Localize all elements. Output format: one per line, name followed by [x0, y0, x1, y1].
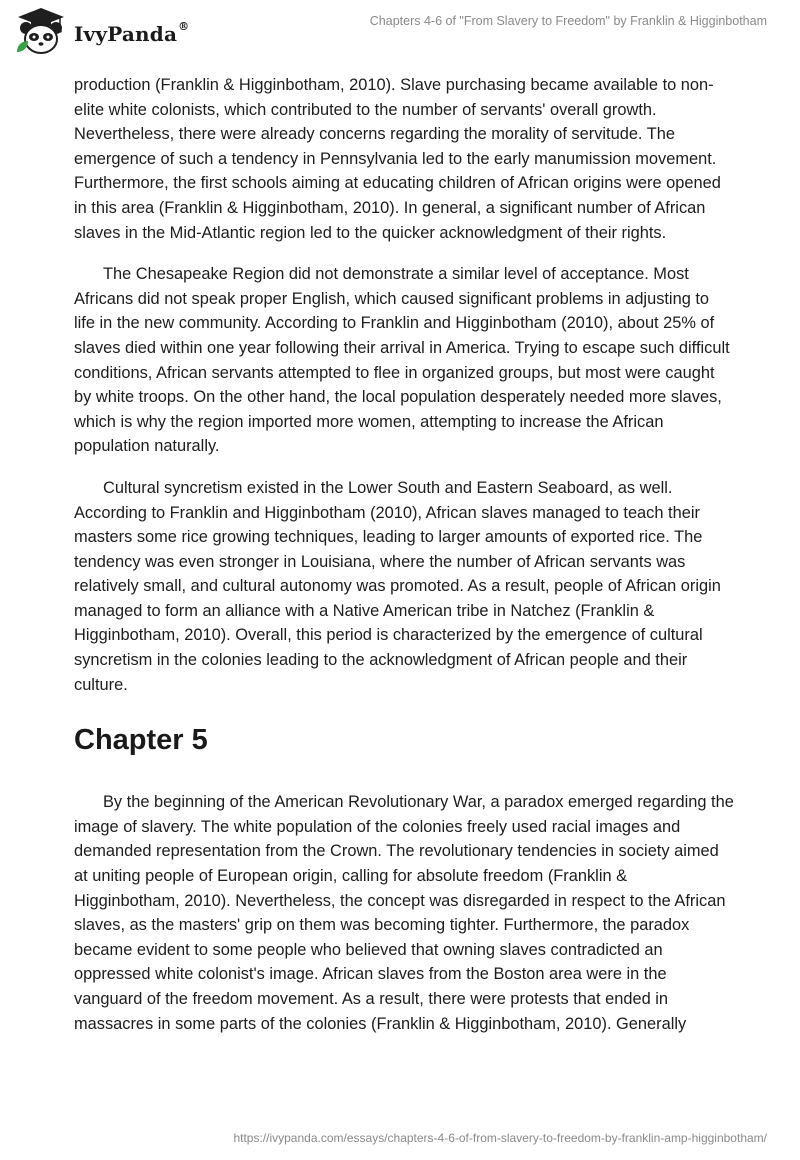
- footer-source-link[interactable]: https://ivypanda.com/essays/chapters-4-6-of-from-slavery-to-freedom-by-franklin-amp-higginbotham/: [233, 1131, 767, 1145]
- paragraph-revolution: By the beginning of the American Revolutionary War, a paradox emerged regarding the image of slavery. The white population of the colonies freely used racial images and demanded representation from the Crown. The revolutionary tendencies in society aimed at uniting people of European origin, calling for absolute freedom (Franklin & Higginbotham, 2010). Nevertheless, the concept was disregarded in respect to the African slaves, as the masters' grip on them was becoming tighter. Furthermore, the paradox became evident to some people who believed that owning slaves contradicted an oppressed white colonist's image. African slaves from the Boston area were in the vanguard of the freedom movement. As a result, there were protests that ended in massacres in some parts of the colonies (Franklin & Higginbotham, 2010). Generally: [74, 793, 734, 1033]
- article-body: [74, 73, 734, 1036]
- paragraph-chesapeake: The Chesapeake Region did not demonstrate a similar level of acceptance. Most Africans did not speak proper English, which caused significant problems in adjusting to life in the new community. According to Franklin and Higginbotham (2010), about 25% of slaves died within one year following their arrival in America. Trying to escape such difficult conditions, African servants attempted to flee in organized groups, but most were caught by white troops. On the other hand, the local population desperately needed more slaves, which is why the region imported more women, attempting to increase the African population naturally.: [74, 265, 730, 456]
- chapter-heading: Chapter 5: [74, 724, 208, 757]
- paragraph-continued: production (Franklin & Higginbotham, 2010). Slave purchasing became available to non-elite white colonists, which contributed to the number of servants' overall growth. Nevertheless, there were already concerns regarding the morality of servitude. The emergence of such a tendency in Pennsylvania led to the early manumission movement. Furthermore, the first schools aiming at educating children of African origins were opened in this area (Franklin & Higginbotham, 2010). In general, a significant number of African slaves in the Mid-Atlantic region led to the quicker acknowledgment of their rights.: [74, 76, 721, 242]
- document-title: Chapters 4-6 of "From Slavery to Freedom" by Franklin & Higginbotham: [369, 14, 767, 28]
- page-header: [0, 0, 800, 66]
- paragraph-syncretism: Cultural syncretism existed in the Lower South and Eastern Seaboard, as well. According to Franklin and Higginbotham (2010), African slaves managed to teach their masters some rice growing techniques, leading to larger amounts of exported rice. The tendency was even stronger in Louisiana, where the number of African servants was relatively small, and cultural autonomy was promoted. As a result, people of African origin managed to form an alliance with a Native American tribe in Natchez (Franklin & Higginbotham, 2010). Overall, this period is characterized by the emergence of cultural syncretism in the colonies leading to the acknowledgment of African people and their culture.: [74, 478, 721, 694]
- panda-graduate-icon: [14, 6, 68, 56]
- ivypanda-logo[interactable]: [14, 6, 189, 56]
- logo-wordmark: IvyPanda®: [74, 20, 190, 46]
